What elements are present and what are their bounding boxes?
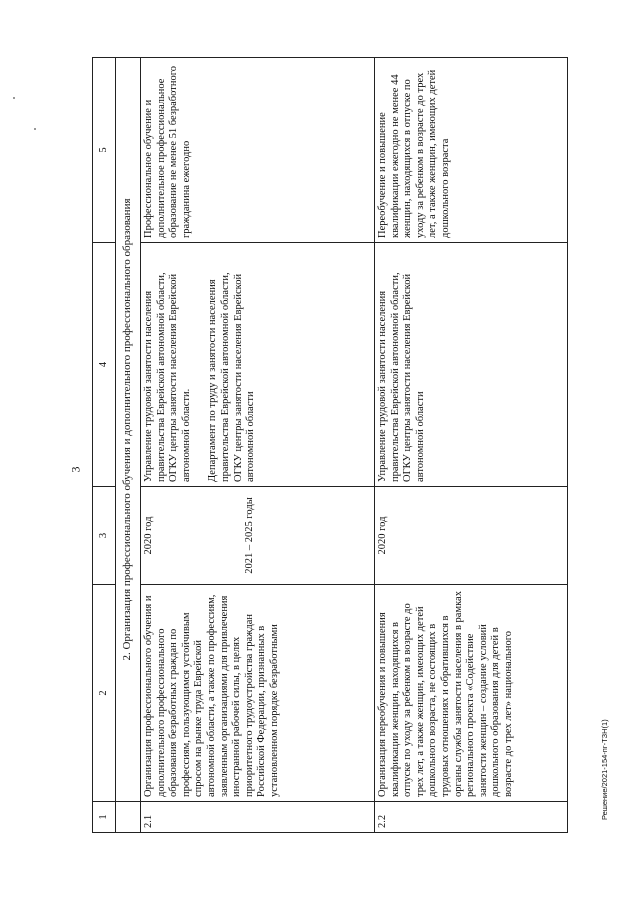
section-empty-cell [116, 802, 141, 833]
page-number: 3 [68, 466, 83, 473]
table-header-row [93, 58, 116, 833]
column-header: 5 [93, 58, 116, 243]
term-line: 2020 год [143, 516, 154, 555]
table-row [375, 58, 568, 833]
executor-block: Управление трудовой занятости населения правительства Еврейской автономной области, ОГКУ центры занятости населения Еврейской автономной области. [143, 272, 192, 482]
result-cell: Переобучение и повышение квалификации ежегодно не менее 44 женщин, находящихся в отпуске по уходу за ребенком в возрасте до трех лет, а также женщин, имеющих детей дошкольного возраста [375, 58, 568, 243]
term-cell [141, 487, 375, 585]
table-row [141, 58, 375, 833]
executor-cell: Управление трудовой занятости населения правительства Еврейской автономной области, ОГКУ центры занятости населения Еврейской автономной области [375, 243, 568, 487]
section-row [116, 58, 141, 833]
term-line: 2021 – 2025 годы [243, 497, 255, 574]
column-header: 1 [93, 802, 116, 833]
column-header: 4 [93, 243, 116, 487]
rotated-table-container [92, 58, 568, 833]
result-cell: Профессиональное обучение и дополнительное профессиональное образование не менее 51 безработного гражданина ежегодно [141, 58, 375, 243]
scan-speck [34, 128, 36, 130]
section-title: 2. Организация профессионального обучения и дополнительного профессионального образования [116, 58, 141, 802]
document-code: Решение/2021-154-пг-ТЗН(1) [600, 719, 609, 820]
row-number: 2.2 [375, 802, 568, 833]
executor-block: Департамент по труду и занятости населения правительства Еврейской автономной области, ОГКУ центры занятости населения Еврейской автономной области [207, 272, 257, 482]
scan-speck [13, 97, 15, 99]
activity-cell: Организация переобучения и повышения квалификации женщин, находящихся в отпуске по уходу за ребенком в возрасте до трех лет, а также женщин, имеющих детей дошкольного возраста, не состоящих в трудовых отношениях и обратившихся в органы службы занятости населения в рамках регионального проекта «Содействие занятости женщин – создание условий дошкольного образования для детей в возрасте до трех лет» национального [375, 585, 568, 802]
term-cell: 2020 год [375, 487, 568, 585]
program-table [92, 57, 568, 833]
column-header: 2 [93, 585, 116, 802]
activity-cell: Организация профессионального обучения и дополнительного профессионального образования безработных граждан по профессиям, пользующимся устойчивым спросом на рынке труда Еврейской автономной области, а также по профессиям, заявленным организациями для привлечения иностранной рабочей силы, в целях приоритетного трудоустройства граждан Российской Федерации, признанных в установленном порядке безработными [141, 585, 375, 802]
executor-cell [141, 243, 375, 487]
row-number: 2.1 [141, 802, 375, 833]
column-header: 3 [93, 487, 116, 585]
